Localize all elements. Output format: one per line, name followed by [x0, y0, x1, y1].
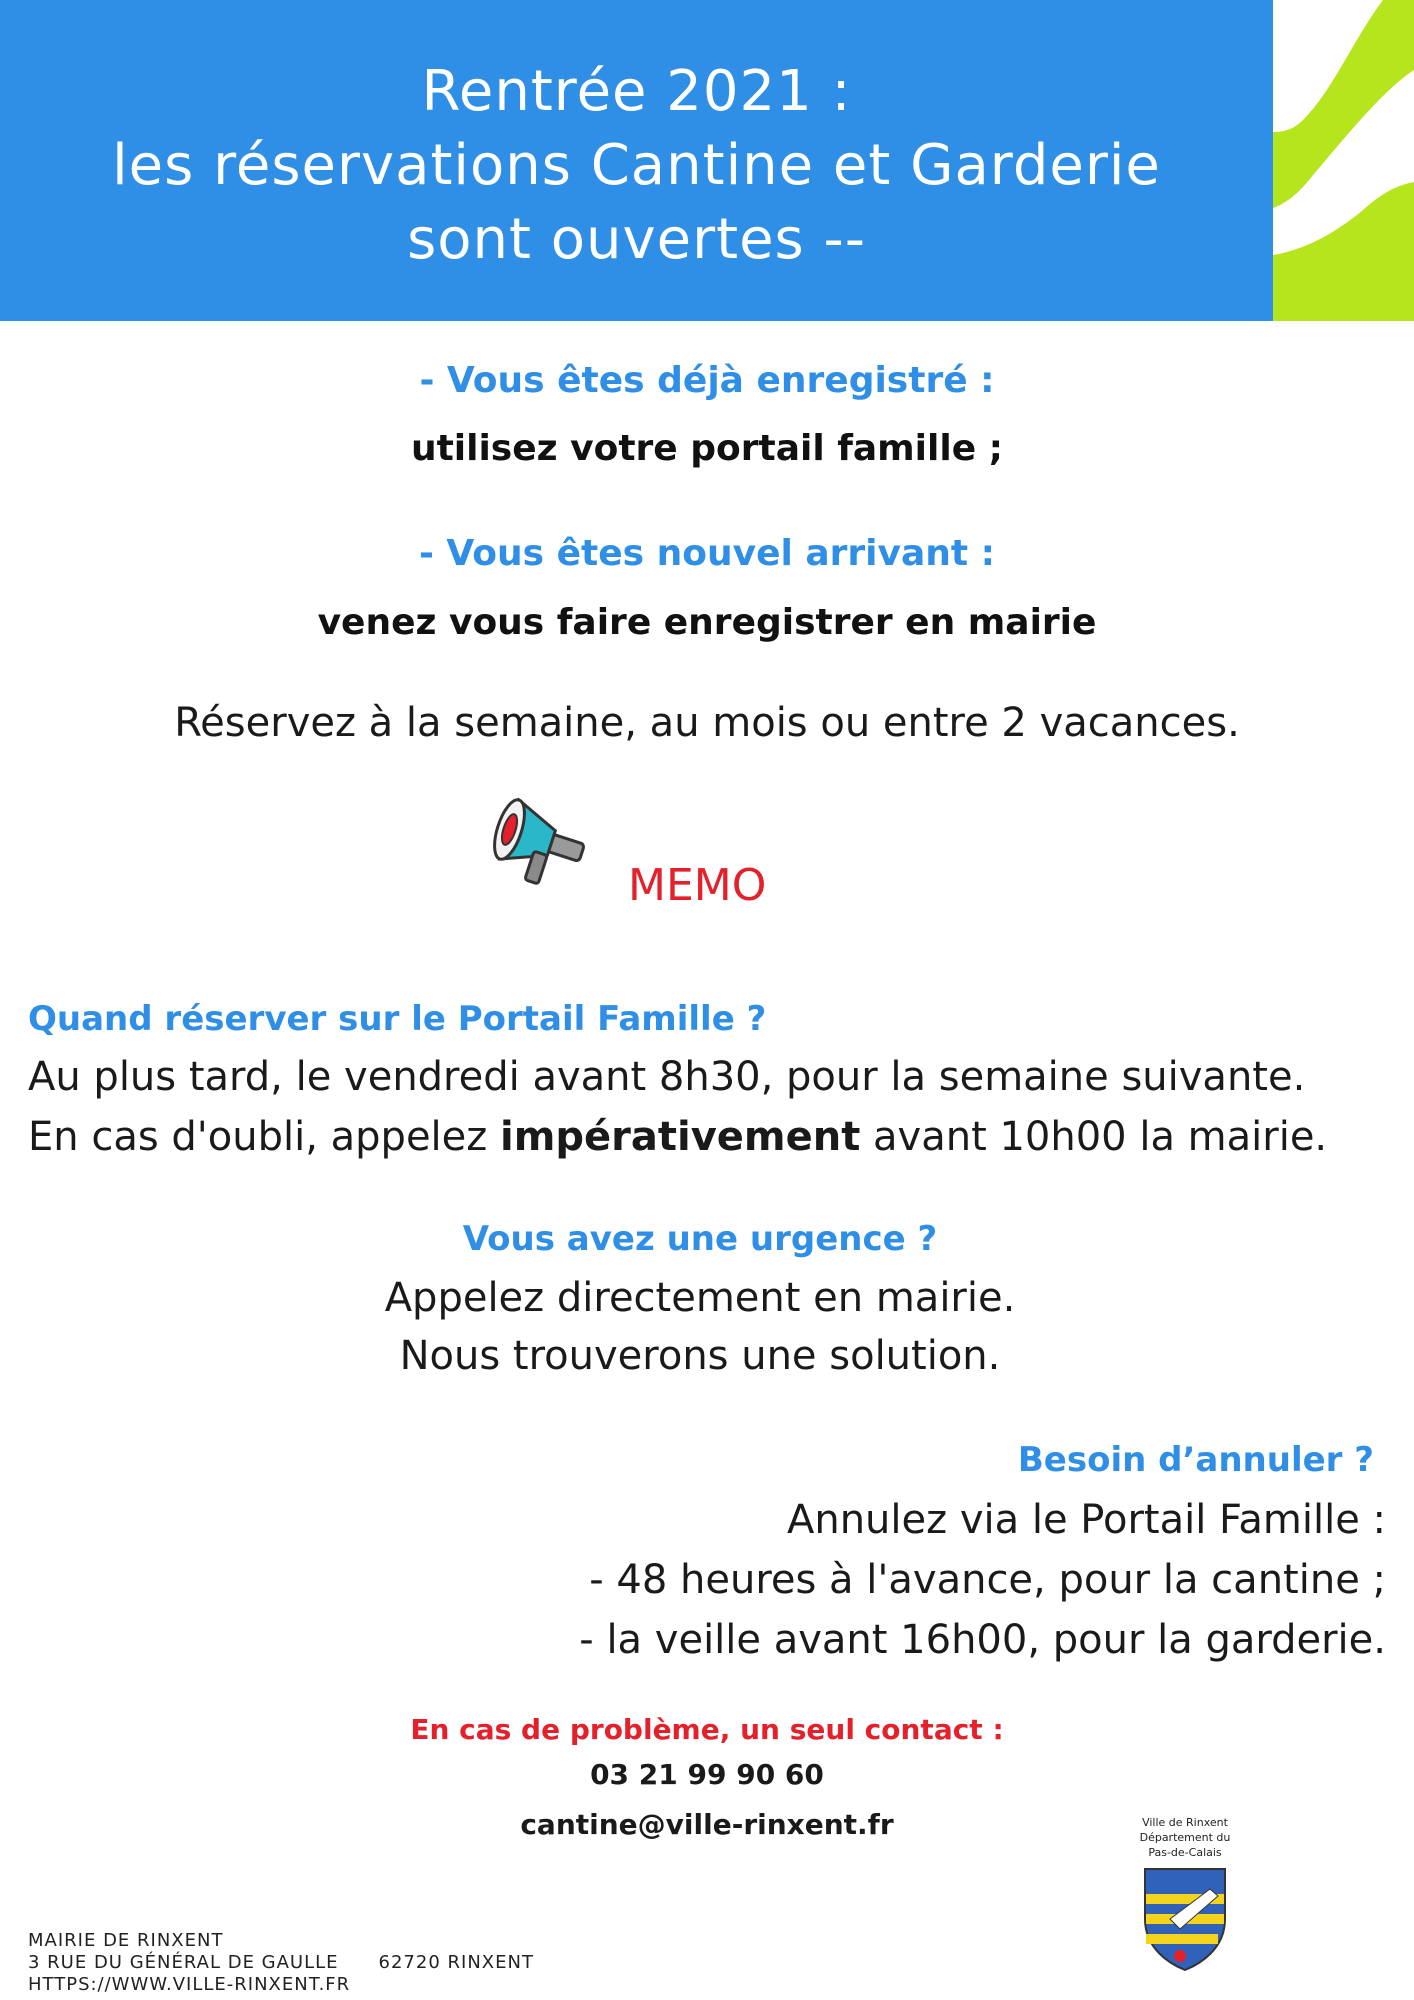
when-section [28, 995, 1327, 1167]
header-title-line-2: les réservations Cantine et Garderie [112, 133, 1161, 198]
header-title-line-1: Rentrée 2021 : [421, 59, 852, 124]
when-line-1: Au plus tard, le vendredi avant 8h30, pour la semaine suivante. [28, 1054, 1306, 1100]
when-line-2-start: En cas d'oubli, appelez [28, 1114, 500, 1160]
header-banner [0, 0, 1273, 321]
urgency-line-2: Nous trouverons une solution. [399, 1333, 1001, 1379]
when-line-2-end: avant 10h00 la mairie. [860, 1114, 1328, 1160]
footer-website[interactable]: HTTPS://WWW.VILLE-RINXENT.FR [28, 1974, 351, 1995]
registered-answer: utilisez votre portail famille ; [410, 428, 1004, 469]
urgency-line-1: Appelez directement en mairie. [384, 1275, 1016, 1321]
newcomer-answer: venez vous faire enregistrer en mairie [317, 602, 1097, 643]
when-line-2 [28, 1107, 1327, 1167]
urgency-question: Vous avez une urgence ? [462, 1219, 938, 1259]
newcomer-question: - Vous êtes nouvel arrivant : [418, 533, 996, 574]
coat-of-arms-icon [1140, 1864, 1230, 1974]
megaphone-icon [490, 780, 600, 900]
crest-line-3: Pas-de-Calais [1148, 1846, 1222, 1859]
cancel-question: Besoin d’annuler ? [1017, 1440, 1374, 1480]
reserve-text: Réservez à la semaine, au mois ou entre 2 vacances. [174, 700, 1240, 746]
footer-line-1: MAIRIE DE RINXENT [28, 1930, 224, 1951]
decorative-green-shape [1273, 0, 1414, 321]
memo-label: MEMO [628, 860, 767, 911]
footer-street: 3 RUE DU GÉNÉRAL DE GAULLE [28, 1952, 339, 1973]
when-question: Quand réserver sur le Portail Famille ? [28, 999, 767, 1039]
cancel-line-3: - la veille avant 16h00, pour la garderie. [579, 1617, 1386, 1663]
contact-email[interactable]: cantine@ville-rinxent.fr [520, 1808, 894, 1841]
when-line-2-emphasis: impérativement [500, 1114, 861, 1160]
crest-line-2: Département du [1139, 1831, 1231, 1844]
contact-label: En cas de problème, un seul contact : [410, 1713, 1004, 1746]
crest-line-1: Ville de Rinxent [1142, 1816, 1228, 1829]
contact-phone[interactable]: 03 21 99 90 60 [590, 1758, 824, 1791]
cancel-line-2: - 48 heures à l'avance, pour la cantine ; [589, 1557, 1386, 1603]
cancel-line-1: Annulez via le Portail Famille : [786, 1497, 1386, 1543]
footer-address [28, 1930, 534, 1996]
header-title-line-3: sont ouvertes -- [407, 207, 866, 272]
registered-question: - Vous êtes déjà enregistré : [419, 360, 995, 401]
town-crest [1120, 1815, 1250, 1974]
footer-line-2 [28, 1952, 534, 1974]
urgency-section [0, 1215, 1400, 1385]
cancel-section [579, 1436, 1386, 1670]
footer-postcode: 62720 RINXENT [378, 1952, 534, 1973]
